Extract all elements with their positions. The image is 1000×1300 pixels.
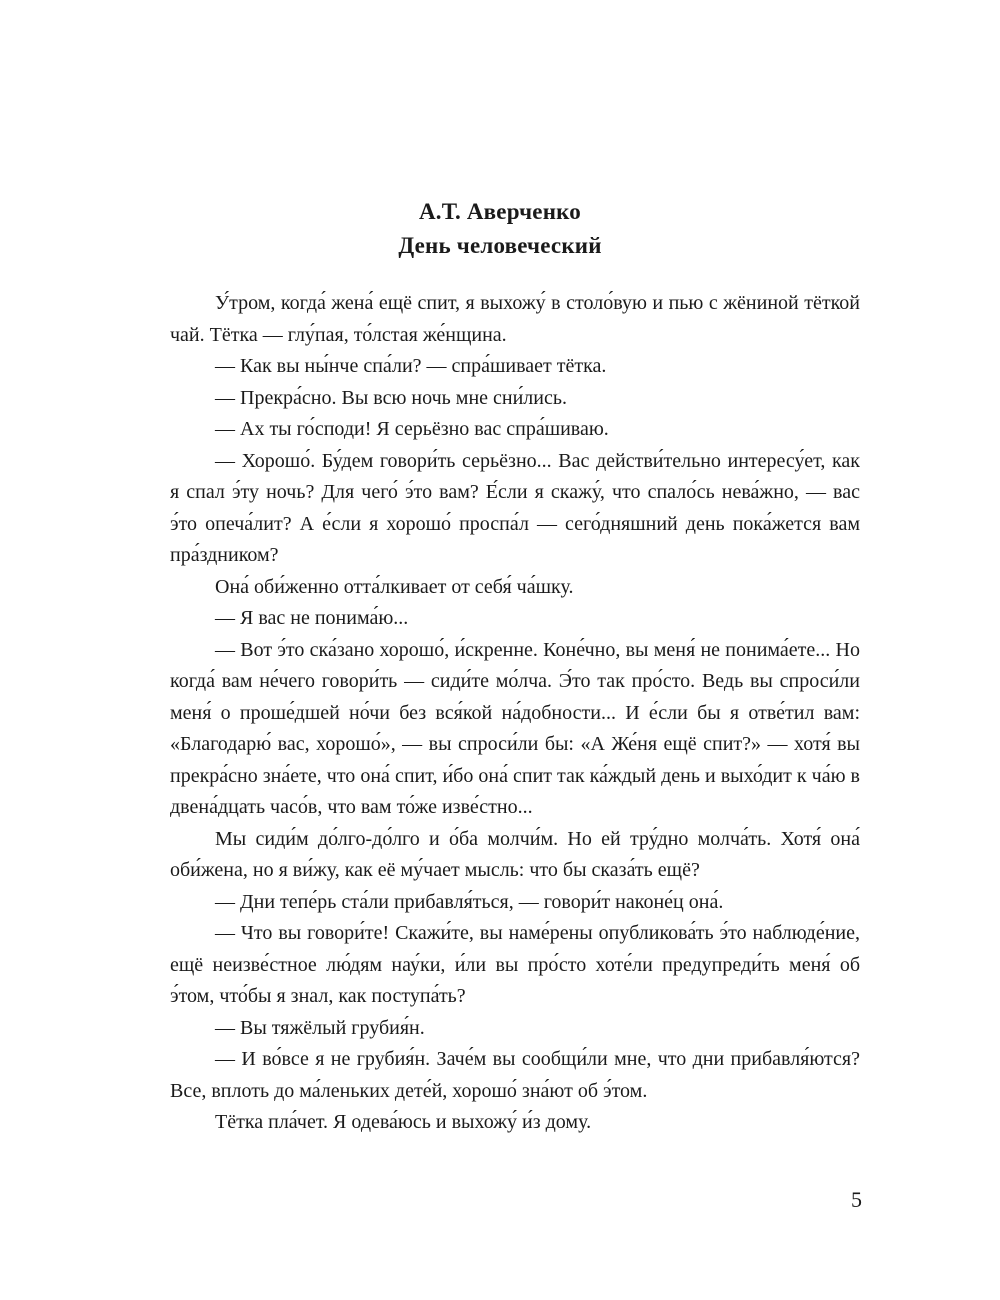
chapter-title: День человеческий — [398, 233, 602, 258]
page-number: 5 — [851, 1187, 862, 1212]
paragraph: — Ах ты го́споди! Я серьёзно вас спра́шиваю. — [215, 418, 609, 440]
chapter-header — [0, 195, 1000, 263]
paragraph: У́тром, когда́ жена́ ещё спит, я выхожу́ в столо́вую и пью с жёниной тёткой чай. Тётка — глу́пая, то́лстая же́нщина. — [170, 292, 860, 346]
author-name: А.Т. Аверченко — [418, 199, 582, 224]
paragraph: — Прекра́сно. Вы всю ночь мне сни́лись. — [215, 386, 567, 409]
paragraph: Мы сиди́м до́лго-до́лго и о́ба молчи́м. Но ей тру́дно молча́ть. Хотя́ она́ оби́жена, но я ви́жу, как её му́чает мысль: что бы сказа́ть ещё? — [170, 827, 860, 881]
paragraph: — Дни тепе́рь ста́ли прибавля́ться, — говори́т наконе́ц она́. — [215, 890, 724, 913]
paragraph: — Я вас не понима́ю... — [215, 607, 409, 629]
paragraph: Она́ оби́женно отта́лкивает от себя́ ча́шку. — [215, 575, 574, 598]
paragraph: — Что вы говори́те! Скажи́те, вы наме́рены опубликова́ть э́то наблюде́ние, ещё неизве́стное лю́дям нау́ки, и́ли вы про́сто хоте́ли предупреди́ть меня́ об э́том, что́бы я знал, как поступа́ть? — [170, 922, 860, 1007]
paragraph: Тётка пла́чет. Я одева́юсь и выхожу́ и́з дому. — [215, 1111, 592, 1133]
story-text — [170, 288, 860, 1139]
paragraph: — Вот э́то ска́зано хорошо́, и́скренне. Коне́чно, вы меня́ не понима́ете... Но когда́ вам не́чего говори́ть — сиди́те мо́лча. Э́то так про́сто. Ведь вы спроси́ли меня́ о проше́дшей но́чи без вся́кой на́добности... И е́сли бы я отве́тил вам: «Благодарю́ вас, хорошо́», — вы спроси́ли бы: «А Же́ня ещё спит?» — хотя́ вы прекра́сно зна́ете, что она́ спит, и́бо она́ спит так ка́ждый день и выхо́дит к ча́ю в двена́дцать часо́в, что вам то́же изве́стно... — [170, 638, 860, 818]
paragraph: — Как вы ны́нче спа́ли? — спра́шивает тётка. — [215, 355, 607, 377]
paragraph: — Вы тяжёлый грубия́н. — [215, 1016, 425, 1039]
paragraph: — И во́все я не грубия́н. Заче́м вы сообщи́ли мне, что дни прибавля́ются? Все, вплоть до ма́леньких дете́й, хорошо́ зна́ют об э́том. — [170, 1048, 860, 1102]
paragraph: — Хорошо́. Бу́дем говори́ть серьёзно... Вас действи́тельно интересу́ет, как я спал э́ту ночь? Для чего́ э́то вам? Е́сли я скажу́, что спало́сь нева́жно, — вас э́то опеча́лит? А е́сли я хорошо́ проспа́л — сего́дняшний день пока́жется вам пра́здником? — [170, 449, 860, 566]
